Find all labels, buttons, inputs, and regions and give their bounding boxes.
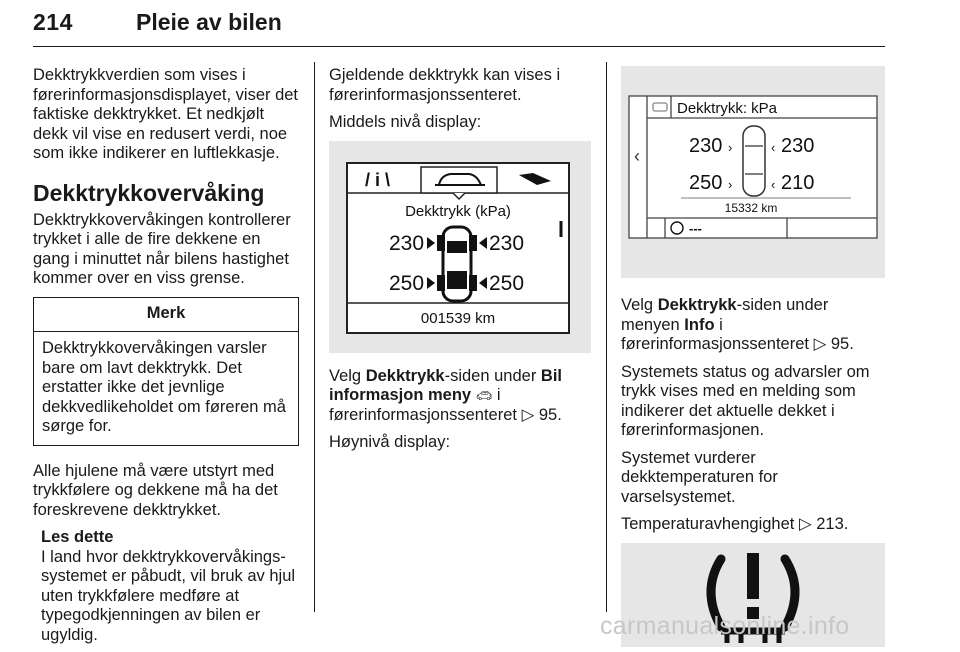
car-outline-icon	[743, 126, 765, 196]
column-1	[33, 66, 299, 645]
column-divider-2	[606, 62, 607, 612]
page-number: 214	[33, 9, 73, 35]
section-title: Pleie av bilen	[136, 9, 282, 35]
column-divider-1	[314, 62, 315, 612]
car-icon: 🚗︎	[475, 388, 493, 403]
warning-body: I land hvor dekktrykkovervåkingssystemet er påbudt, vil bruk av hjul uten trykkfølere medføre at typegodkjenningen av bilen er ugyldig.	[41, 547, 296, 644]
front-left-pressure: 230	[689, 135, 723, 157]
warning-block	[33, 528, 299, 645]
temperature-paragraph: Systemet vurderer dekktemperaturen for varselsystemet.	[621, 448, 778, 506]
back-chevron-icon: ‹	[634, 146, 640, 166]
mid-display-odometer: 001539 km	[420, 309, 496, 327]
mid-level-display-figure	[329, 141, 591, 353]
high-level-display	[621, 66, 885, 278]
note-box	[33, 297, 299, 446]
high-display-odometer: 15332 km	[724, 201, 778, 215]
rear-left-pressure: 250	[689, 172, 723, 194]
mid-level-instruction: Velg Dekktrykk-siden under Bil informasjon meny 🚗︎ i førerinformasjonssenteret ▷ 95.	[329, 366, 562, 424]
rear-right-pressure: 250	[489, 271, 525, 295]
column-2	[329, 66, 593, 461]
mid-display-title: Dekktrykk (kPa)	[405, 202, 511, 220]
front-left-pressure: 230	[389, 231, 425, 255]
arrow-left-icon: ‹	[771, 177, 776, 192]
status-paragraph: Systemets status og advarsler om trykk vises med en melding som indikerer det aktuelle dekket i førerinformasjonen.	[621, 362, 870, 439]
arrow-left-icon: ‹	[771, 140, 776, 155]
column-3	[621, 66, 887, 647]
arrow-right-icon: ›	[728, 177, 733, 192]
front-right-pressure: 230	[781, 135, 815, 157]
note-body: Dekktrykkovervåkingen varsler bare om lavt dekktrykk. Det erstatter ikke det jevnlige dekkvedlikeholdet om føreren må sørge for.	[42, 339, 286, 435]
high-level-display-figure	[621, 66, 885, 278]
sensor-paragraph: Alle hjulene må være utstyrt med trykkfølere og dekkene må ha det foreskrevene dekktrykket.	[33, 461, 278, 519]
page-header	[33, 6, 885, 47]
rear-right-pressure: 210	[781, 172, 815, 194]
mid-level-display	[329, 141, 591, 353]
section-heading: Dekktrykkovervåking	[33, 179, 265, 206]
high-level-instruction: Velg Dekktrykk-siden under menyen Info i førerinformasjonssenteret ▷ 95.	[621, 296, 854, 353]
car-top-view-icon	[437, 227, 477, 301]
note-title: Merk	[34, 298, 298, 333]
watermark: carmanualsonline.info	[600, 612, 850, 640]
mid-level-label: Middels nivå display:	[329, 113, 482, 131]
high-display-title: Dekktrykk: kPa	[677, 100, 778, 117]
rear-left-pressure: 250	[389, 271, 425, 295]
front-right-pressure: 230	[489, 231, 525, 255]
temperature-reference: Temperaturavhengighet ▷ 213.	[621, 515, 849, 533]
status-indicator: ---	[689, 221, 702, 236]
monitoring-paragraph: Dekktrykkovervåkingen kontrollerer trykket i alle de fire dekkene en gang i minuttet når bilens hastighet kommer over en viss grense.	[33, 210, 291, 287]
arrow-right-icon: ›	[728, 140, 733, 155]
intro-paragraph: Dekktrykkverdien som vises i førerinformasjonsdisplayet, viser det faktiske dekktrykket. Et nedkjølt dekk vil vise en redusert verdi, noe som ikke indikerer en luftlekkasje.	[33, 66, 299, 162]
current-pressure-paragraph: Gjeldende dekktrykk kan vises i førerinformasjonssenteret.	[329, 66, 561, 104]
warning-title: Les dette	[41, 528, 114, 546]
high-level-label: Høynivå display:	[329, 433, 451, 451]
svg-text:/ i \: / i \	[365, 169, 391, 190]
service-icon	[365, 170, 390, 190]
